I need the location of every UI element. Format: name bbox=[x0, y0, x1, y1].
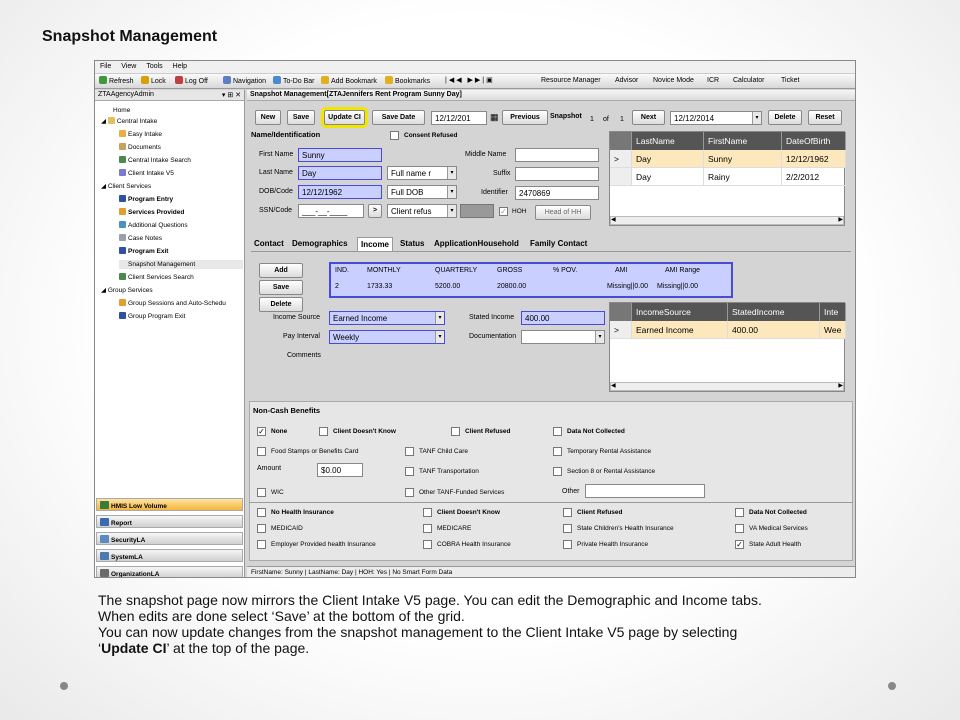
report-icon bbox=[100, 518, 109, 526]
divider bbox=[249, 502, 853, 503]
amount-input[interactable]: $0.00 bbox=[317, 463, 363, 477]
slide-dot-right bbox=[888, 682, 896, 690]
update-ci-button[interactable]: Update CI bbox=[324, 110, 365, 125]
pay-interval-label: Pay Interval bbox=[283, 333, 320, 340]
health-data-not-collected-label: Data Not Collected bbox=[749, 509, 807, 516]
suffix-input[interactable] bbox=[515, 167, 599, 181]
state-adult-health-label: State Adult Health bbox=[749, 541, 802, 548]
summary-header: AMI Range bbox=[665, 267, 701, 274]
menu-tools[interactable]: Tools bbox=[146, 63, 163, 70]
main-panel bbox=[247, 90, 856, 578]
add-bookmark-button[interactable]: Add Bookmark bbox=[321, 76, 377, 87]
client-grid bbox=[609, 131, 845, 226]
grid-header-firstname[interactable]: FirstName bbox=[704, 132, 782, 150]
tree-item-group-program-exit[interactable]: Group Program Exit bbox=[119, 312, 185, 321]
table-cell[interactable]: Day bbox=[632, 168, 704, 186]
stated-income-label: Stated Income bbox=[469, 314, 515, 321]
logoff-icon bbox=[175, 76, 183, 84]
slide-title: Snapshot Management bbox=[42, 28, 218, 45]
summary-value: 20800.00 bbox=[497, 283, 527, 290]
first-name-label: First Name bbox=[259, 151, 294, 158]
grid-corner bbox=[610, 303, 632, 321]
head-of-hh-button[interactable]: Head of HH bbox=[535, 205, 591, 220]
horizontal-scrollbar[interactable]: ◀ ▶ bbox=[611, 217, 843, 223]
summary-value: Missing||0.00 bbox=[607, 283, 648, 290]
grid-header-statedincome[interactable]: StatedIncome bbox=[728, 303, 820, 321]
calendar-icon[interactable]: ▦ bbox=[490, 112, 499, 122]
va-medical-label: VA Medical Services bbox=[749, 525, 808, 532]
hoh-checkbox[interactable]: ✓ bbox=[500, 207, 507, 216]
consent-refused-label: Consent Refused bbox=[404, 132, 458, 139]
summary-value: 2 bbox=[335, 283, 339, 290]
dob-code-label: DOB/Code bbox=[259, 188, 293, 195]
consent-refused-checkbox[interactable] bbox=[390, 131, 399, 140]
reset-button[interactable]: Reset bbox=[808, 110, 842, 125]
other-tanf-checkbox[interactable] bbox=[405, 488, 414, 497]
tab-status[interactable]: Status bbox=[400, 239, 425, 248]
cobra-label: COBRA Health Insurance bbox=[437, 541, 511, 548]
menu-view[interactable]: View bbox=[121, 63, 137, 70]
todo-button[interactable]: To-Do Bar bbox=[273, 76, 315, 87]
grid-header-interval[interactable]: Inte bbox=[820, 303, 846, 321]
hmis-icon bbox=[100, 501, 109, 509]
record-navigator-icon[interactable]: |◀◀ ▶▶|▣ bbox=[445, 77, 495, 84]
refresh-button[interactable]: Refresh bbox=[99, 76, 134, 87]
tanf-transportation-label: TANF Transportation bbox=[419, 468, 479, 475]
income-delete-button[interactable]: Delete bbox=[259, 297, 303, 312]
table-cell[interactable]: Rainy bbox=[704, 168, 782, 186]
grid-header-dateofbirth[interactable]: DateOfBirth bbox=[782, 132, 846, 150]
other-label: Other bbox=[562, 488, 580, 495]
ssn-quality-select[interactable]: Client refus ▾ bbox=[387, 204, 457, 218]
tanf-transportation-checkbox[interactable] bbox=[405, 467, 414, 476]
next-button[interactable]: Next bbox=[632, 110, 665, 125]
chevron-down-icon[interactable]: ▾ bbox=[752, 112, 761, 124]
status-smart-form: No Smart Form Data bbox=[392, 569, 453, 576]
non-cash-section bbox=[249, 401, 853, 561]
nav-header: ZTAAgencyAdmin ▾ ⊞ ✕ bbox=[95, 90, 244, 101]
resource-manager-button[interactable]: Resource Manager bbox=[541, 77, 601, 84]
client-doesnt-know-checkbox[interactable] bbox=[319, 427, 328, 436]
health-client-doesnt-know-checkbox[interactable] bbox=[423, 508, 432, 517]
temporary-rental-checkbox[interactable] bbox=[553, 447, 562, 456]
new-button[interactable]: New bbox=[255, 110, 281, 125]
income-grid bbox=[609, 302, 845, 392]
identifier-input[interactable]: 2470869 bbox=[515, 186, 599, 200]
tree-item-program-entry[interactable]: Program Entry bbox=[119, 195, 173, 204]
tanf-child-care-label: TANF Child Care bbox=[419, 448, 469, 455]
caption-line: ‘Update CI’ at the top of the page. bbox=[98, 640, 310, 656]
lock-button[interactable]: Lock bbox=[141, 76, 166, 87]
ticket-button[interactable]: Ticket bbox=[781, 77, 800, 84]
first-name-input[interactable]: Sunny bbox=[298, 148, 382, 162]
documentation-label: Documentation bbox=[469, 333, 517, 340]
snapshot-label: Snapshot bbox=[550, 113, 582, 120]
row-selector[interactable] bbox=[610, 168, 632, 186]
bookmarks-button[interactable]: Bookmarks bbox=[385, 76, 430, 87]
no-health-insurance-checkbox[interactable] bbox=[257, 508, 266, 517]
system-icon bbox=[100, 552, 109, 560]
accordion-report[interactable]: Report bbox=[96, 515, 243, 528]
tree-item-documents[interactable]: Documents bbox=[119, 143, 161, 152]
tab-strip bbox=[251, 237, 851, 252]
horizontal-scrollbar[interactable]: ◀ ▶ bbox=[611, 383, 843, 389]
save-date-input[interactable]: 12/12/201 bbox=[431, 111, 487, 125]
menu-help[interactable]: Help bbox=[172, 63, 188, 70]
health-data-not-collected-checkbox[interactable] bbox=[735, 508, 744, 517]
va-medical-checkbox[interactable] bbox=[735, 524, 744, 533]
summary-value: Missing||0.00 bbox=[657, 283, 698, 290]
section-8-checkbox[interactable] bbox=[553, 467, 562, 476]
icr-button[interactable]: ICR bbox=[707, 77, 720, 84]
tab-demographics[interactable]: Demographics bbox=[292, 239, 348, 248]
last-name-quality-select[interactable]: Full name r ▾ bbox=[387, 166, 457, 180]
income-add-button[interactable]: Add bbox=[259, 263, 303, 278]
accordion-securityla[interactable]: SecurityLA bbox=[96, 532, 243, 545]
dob-input[interactable]: 12/12/1962 bbox=[298, 185, 382, 199]
tree-item-group-services[interactable]: ◢ Group Services bbox=[101, 287, 153, 294]
bookmark-add-icon bbox=[321, 76, 329, 84]
employer-insurance-label: Employer Provided health Insurance bbox=[271, 541, 376, 548]
snapshot-total: 1 bbox=[620, 116, 624, 123]
caption-line: You can now update changes from the snapshot management to the Client Intake V5 page by selecting bbox=[98, 624, 738, 640]
wic-label: WIC bbox=[271, 489, 284, 496]
status-first-name: FirstName: Sunny bbox=[251, 569, 304, 576]
slide-caption bbox=[98, 592, 888, 656]
medicaid-label: MEDICAID bbox=[271, 525, 303, 532]
todo-icon bbox=[273, 76, 281, 84]
navigation-icon bbox=[223, 76, 231, 84]
pay-interval-select[interactable]: Weekly ▾ bbox=[329, 330, 445, 344]
delete-button[interactable]: Delete bbox=[768, 110, 802, 125]
save-button[interactable]: Save bbox=[287, 110, 315, 125]
chevron-down-icon[interactable]: ▾ bbox=[435, 331, 444, 343]
advisor-button[interactable]: Advisor bbox=[615, 77, 639, 84]
snapshot-page: 1 bbox=[590, 116, 594, 123]
middle-name-label: Middle Name bbox=[465, 151, 507, 158]
row-selector-icon[interactable]: > bbox=[610, 321, 632, 339]
non-cash-title: Non-Cash Benefits bbox=[253, 406, 321, 415]
caption-line: When edits are done select ‘Save’ at the bottom of the grid. bbox=[98, 608, 465, 624]
table-cell[interactable]: 12/12/1962 bbox=[782, 150, 846, 168]
pin-icon[interactable]: ▾ ⊞ ✕ bbox=[221, 92, 241, 99]
chevron-down-icon[interactable]: ▾ bbox=[447, 167, 456, 179]
security-icon bbox=[100, 535, 109, 543]
tree-item-central-intake[interactable]: ◢ Central Intake bbox=[101, 118, 158, 125]
summary-header: GROSS bbox=[497, 267, 523, 274]
medicare-checkbox[interactable] bbox=[423, 524, 432, 533]
tree-item-easy-intake[interactable]: Easy Intake bbox=[119, 130, 162, 139]
previous-button[interactable]: Previous bbox=[502, 110, 548, 125]
medicare-label: MEDICARE bbox=[437, 525, 472, 532]
chevron-down-icon[interactable]: ▾ bbox=[447, 205, 456, 217]
identifier-type-box[interactable] bbox=[460, 204, 494, 218]
summary-value: 5200.00 bbox=[435, 283, 461, 290]
income-source-label: Income Source bbox=[273, 314, 321, 321]
private-insurance-label: Private Health Insurance bbox=[577, 541, 649, 548]
calculator-button[interactable]: Calculator bbox=[733, 77, 765, 84]
medicaid-checkbox[interactable] bbox=[257, 524, 266, 533]
table-cell[interactable]: 2/2/2012 bbox=[782, 168, 846, 186]
save-date-button[interactable]: Save Date bbox=[372, 110, 425, 125]
middle-name-input[interactable] bbox=[515, 148, 599, 162]
data-not-collected-checkbox[interactable] bbox=[553, 427, 562, 436]
tanf-child-care-checkbox[interactable] bbox=[405, 447, 414, 456]
table-cell[interactable]: Earned Income bbox=[632, 321, 728, 339]
tree-item-case-notes[interactable]: Case Notes bbox=[119, 234, 162, 243]
navigation-button[interactable]: Navigation bbox=[223, 76, 266, 87]
temporary-rental-label: Temporary Rental Assistance bbox=[567, 448, 652, 455]
status-last-name: LastName: Day bbox=[308, 569, 354, 576]
stated-income-input[interactable]: 400.00 bbox=[521, 311, 605, 325]
tree-item-services-provided[interactable]: Services Provided bbox=[119, 208, 184, 217]
last-name-label: Last Name bbox=[259, 169, 293, 176]
private-insurance-checkbox[interactable] bbox=[563, 540, 572, 549]
client-doesnt-know-label: Client Doesn't Know bbox=[333, 428, 396, 435]
accordion-systemla[interactable]: SystemLA bbox=[96, 549, 243, 562]
table-cell[interactable]: 400.00 bbox=[728, 321, 820, 339]
state-adult-health-checkbox[interactable]: ✓ bbox=[736, 540, 743, 549]
chevron-down-icon[interactable]: ▾ bbox=[595, 331, 604, 343]
amount-label: Amount bbox=[257, 465, 282, 472]
client-refused-checkbox[interactable] bbox=[451, 427, 460, 436]
ssn-input[interactable]: ___-__-____ bbox=[298, 204, 364, 218]
logoff-button[interactable]: Log Off bbox=[175, 76, 208, 87]
table-cell[interactable]: Sunny bbox=[704, 150, 782, 168]
tab-family-contact[interactable]: Family Contact bbox=[530, 239, 588, 248]
tree-item-central-intake-search[interactable]: Central Intake Search bbox=[119, 156, 191, 165]
dob-quality-select[interactable]: Full DOB ▾ bbox=[387, 185, 457, 199]
tree-item-client-services[interactable]: ◢ Client Services bbox=[101, 183, 152, 190]
none-checkbox[interactable]: ✓ bbox=[258, 427, 265, 436]
tree-item-program-exit[interactable]: Program Exit bbox=[119, 247, 168, 256]
no-health-insurance-label: No Health Insurance bbox=[271, 509, 334, 516]
name-section-title: Name/Identification bbox=[251, 130, 321, 139]
health-client-doesnt-know-label: Client Doesn't Know bbox=[437, 509, 500, 516]
app-screenshot bbox=[94, 60, 856, 578]
client-refused-label: Client Refused bbox=[465, 428, 511, 435]
tree-item-group-sessions[interactable]: Group Sessions and Auto-Schedu bbox=[119, 299, 226, 308]
toolbar bbox=[95, 74, 856, 89]
other-input[interactable] bbox=[585, 484, 705, 498]
novice-mode-button[interactable]: Novice Mode bbox=[653, 77, 694, 84]
schip-label: State Children's Health Insurance bbox=[577, 525, 674, 532]
caption-line: The snapshot page now mirrors the Client Intake V5 page. You can edit the Demographic and Income tabs. bbox=[98, 592, 762, 608]
accordion-organizationla[interactable]: OrganizationLA bbox=[96, 566, 243, 578]
grid-header-incomesource[interactable]: IncomeSource bbox=[632, 303, 728, 321]
tree-item-client-services-search[interactable]: Client Services Search bbox=[119, 273, 194, 282]
income-source-select[interactable]: Earned Income ▾ bbox=[329, 311, 445, 325]
refresh-icon bbox=[99, 76, 107, 84]
tree-item-home[interactable]: Home bbox=[113, 107, 131, 114]
hoh-label: HOH bbox=[512, 208, 527, 215]
income-save-button[interactable]: Save bbox=[259, 280, 303, 295]
bookmarks-icon bbox=[385, 76, 393, 84]
health-client-refused-checkbox[interactable] bbox=[563, 508, 572, 517]
menu-file[interactable]: File bbox=[100, 63, 112, 70]
section-8-label: Section 8 or Rental Assistance bbox=[567, 468, 656, 475]
health-client-refused-label: Client Refused bbox=[577, 509, 623, 516]
navigation-pane bbox=[95, 90, 245, 578]
chevron-down-icon[interactable]: ▾ bbox=[447, 186, 456, 198]
grid-header-lastname[interactable]: LastName bbox=[632, 132, 704, 150]
chevron-down-icon[interactable]: ▾ bbox=[435, 312, 444, 324]
organization-icon bbox=[100, 569, 109, 577]
tab-applicationhousehold[interactable]: ApplicationHousehold bbox=[434, 239, 519, 248]
row-selector-icon[interactable]: > bbox=[610, 150, 632, 168]
tree-item-additional-questions[interactable]: Additional Questions bbox=[119, 221, 188, 230]
tree-item-client-intake-v5[interactable]: Client Intake V5 bbox=[119, 169, 174, 178]
table-cell[interactable]: Wee bbox=[820, 321, 846, 339]
other-tanf-label: Other TANF-Funded Services bbox=[419, 489, 505, 496]
comments-label: Comments bbox=[287, 352, 321, 359]
slide-dot-left bbox=[60, 682, 68, 690]
employer-insurance-checkbox[interactable] bbox=[257, 540, 266, 549]
status-bar: FirstName: Sunny | LastName: Day | HOH: Yes | No Smart Form Data bbox=[247, 566, 856, 578]
summary-header: IND. bbox=[335, 267, 349, 274]
main-header: Snapshot Management[ZTAJennifers Rent Program Sunny Day] bbox=[247, 90, 856, 101]
summary-header: QUARTERLY bbox=[435, 267, 478, 274]
grid-corner bbox=[610, 132, 632, 150]
ssn-expand-button[interactable]: > bbox=[368, 204, 382, 218]
none-label: None bbox=[271, 428, 288, 435]
wic-checkbox[interactable] bbox=[257, 488, 266, 497]
tab-income[interactable]: Income bbox=[357, 237, 393, 251]
last-name-input[interactable]: Day bbox=[298, 166, 382, 180]
status-hoh: HOH: Yes bbox=[358, 569, 387, 576]
summary-header: % POV. bbox=[553, 267, 578, 274]
table-cell[interactable]: Day bbox=[632, 150, 704, 168]
cobra-checkbox[interactable] bbox=[423, 540, 432, 549]
summary-value: 1733.33 bbox=[367, 283, 393, 290]
data-not-collected-label: Data Not Collected bbox=[567, 428, 625, 435]
suffix-label: Suffix bbox=[493, 170, 511, 177]
identifier-label: Identifier bbox=[481, 189, 508, 196]
tree-item-snapshot-management[interactable]: Snapshot Management bbox=[119, 260, 243, 269]
documentation-select[interactable] bbox=[521, 330, 605, 344]
tab-contact[interactable]: Contact bbox=[254, 239, 284, 248]
summary-header: AMI bbox=[615, 267, 628, 274]
summary-header: MONTHLY bbox=[367, 267, 401, 274]
menu-bar bbox=[95, 61, 856, 74]
lock-icon bbox=[141, 76, 149, 84]
accordion-hmis-low-volume[interactable]: HMIS Low Volume bbox=[96, 498, 243, 511]
food-stamps-checkbox[interactable] bbox=[257, 447, 266, 456]
income-summary-grid bbox=[329, 262, 733, 298]
food-stamps-label: Food Stamps or Benefits Card bbox=[271, 448, 359, 455]
ssn-code-label: SSN/Code bbox=[259, 207, 293, 214]
snapshot-date-select[interactable]: 12/12/2014 ▾ bbox=[670, 111, 762, 125]
schip-checkbox[interactable] bbox=[563, 524, 572, 533]
snapshot-of: of bbox=[603, 116, 609, 123]
